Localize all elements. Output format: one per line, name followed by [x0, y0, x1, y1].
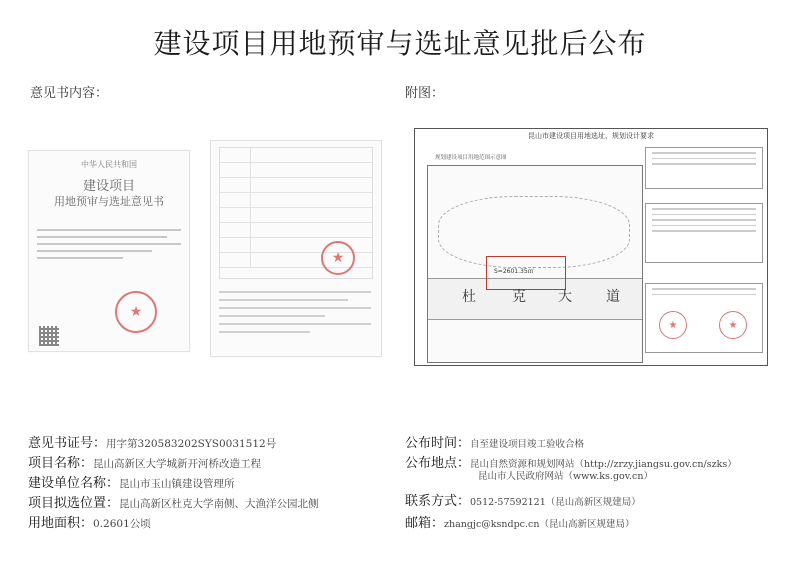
detail-certificate-number: 意见书证号：用字第320583202SYS0031512号 — [28, 436, 277, 451]
map-drawing — [427, 165, 643, 363]
certificate-nation: 中华人民共和国 — [81, 160, 137, 169]
detail-location: 项目拟选位置：昆山高新区杜克大学南侧、大渔洋公园北侧 — [28, 496, 319, 511]
detail-publish-place: 公布地点：昆山自然资源和规划网站（http://zrzy.jiangsu.gov.cn/szks） — [405, 456, 737, 471]
certificate-title-line1: 建设项目 — [82, 179, 135, 194]
certificate-body-lines — [37, 229, 181, 264]
site-map-image — [414, 128, 768, 366]
site-area-label: S=2601.35㎡ — [494, 268, 534, 275]
left-section-label: 意见书内容： — [30, 86, 109, 101]
detail-email: 邮箱：zhangjc@ksndpc.cn（昆山高新区规建局） — [405, 516, 635, 531]
detail-builder: 建设单位名称：昆山市玉山镇建设管理所 — [28, 476, 235, 491]
certificate-title-line2: 用地预审与选址意见书 — [54, 195, 164, 208]
publish-place-link-2[interactable]: 昆山市人民政府网站（www.ks.gov.cn） — [478, 471, 653, 482]
detail-publish-place-line2 — [478, 468, 653, 482]
certificate-form-image — [210, 140, 382, 357]
road-name-char: 克 — [512, 289, 526, 305]
road-name-char: 杜 — [462, 289, 476, 305]
certificate-notes — [219, 291, 371, 339]
detail-phone: 联系方式：0512-57592121（昆山高新区规建局） — [405, 494, 641, 509]
detail-publish-time: 公布时间：自至建设项目竣工验收合格 — [405, 436, 585, 451]
official-seal: ★ — [659, 311, 687, 339]
right-section-label: 附图： — [405, 86, 445, 101]
detail-project-name: 项目名称：昆山高新区大学城新开河桥改造工程 — [28, 456, 262, 471]
road-name-char: 大 — [558, 289, 572, 305]
publish-place-link-1[interactable]: 昆山自然资源和规划网站（http://zrzy.jiangsu.gov.cn/szks） — [470, 459, 737, 470]
map-subtitle: 规划建设项目用地范围示意图 — [435, 155, 507, 161]
map-side-panel — [645, 141, 761, 361]
official-seal: ★ — [719, 311, 747, 339]
official-seal: ★ — [115, 291, 157, 333]
email-link[interactable]: zhangjc@ksndpc.cn（昆山高新区规建局） — [444, 519, 635, 530]
road-name-char: 道 — [606, 289, 620, 305]
map-title: 昆山市建设项目用地选址、规划设计要求 — [528, 132, 654, 140]
official-seal: ★ — [321, 241, 355, 275]
detail-land-area: 用地面积：0.2601公顷 — [28, 516, 151, 531]
page-title: 建设项目用地预审与选址意见批后公布 — [153, 27, 647, 60]
certificate-cover-image — [28, 150, 190, 352]
qr-code-icon — [39, 326, 59, 346]
